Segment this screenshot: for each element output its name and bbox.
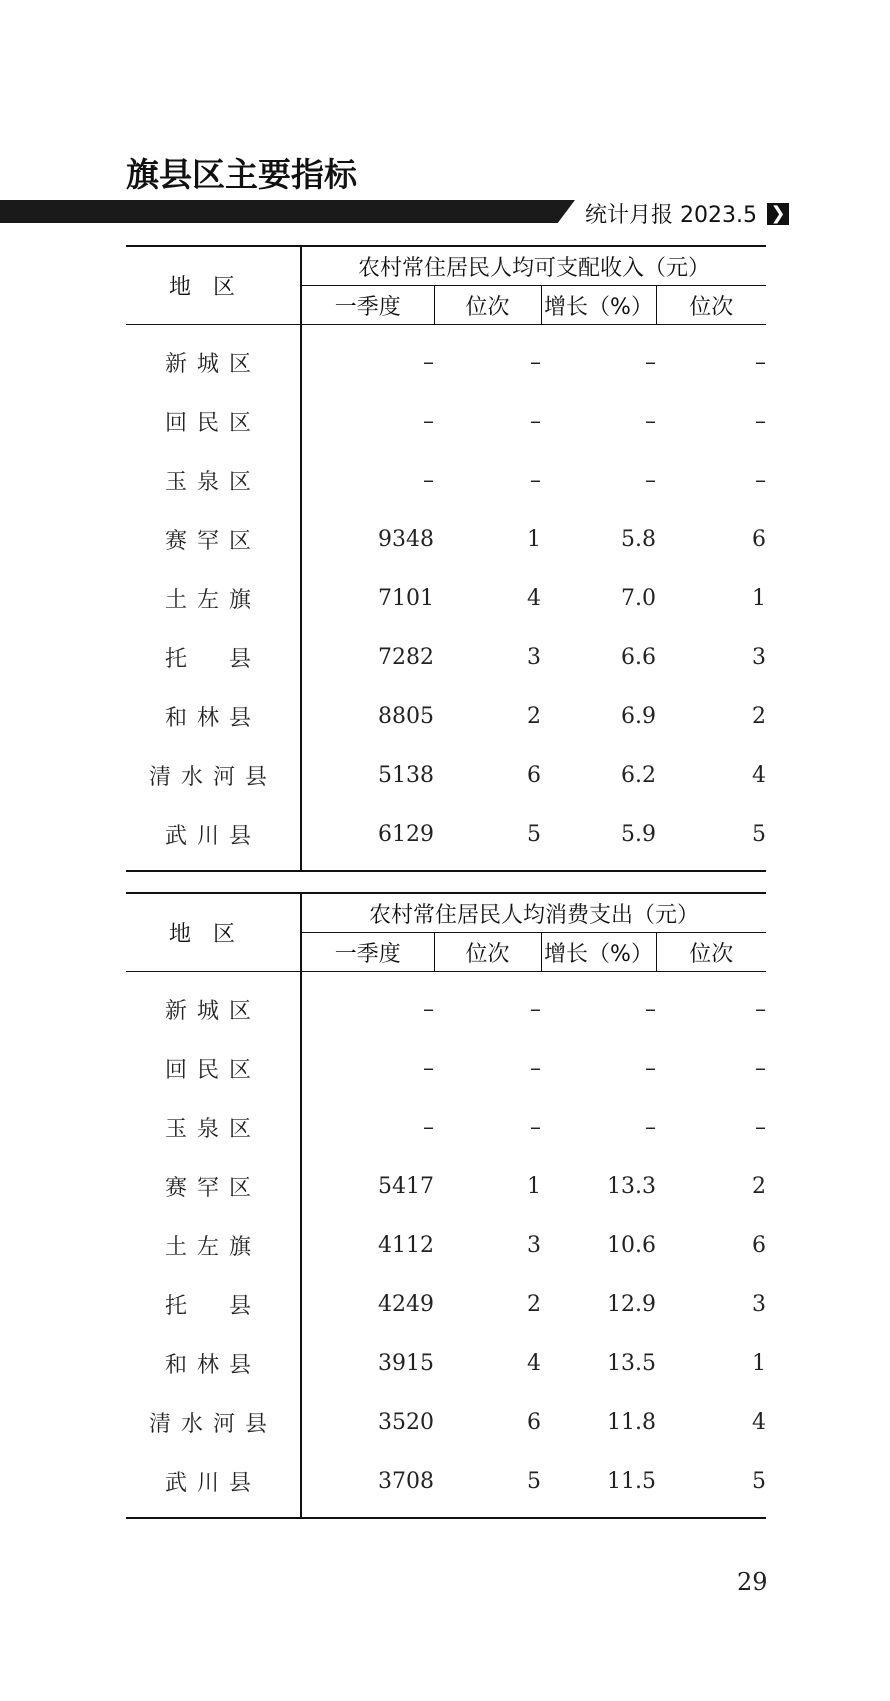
table-row bbox=[126, 805, 766, 871]
region-cell: 玉泉区 bbox=[126, 451, 301, 510]
rank2-cell: 1 bbox=[752, 1351, 767, 1376]
rank2-cell: 2 bbox=[752, 1174, 767, 1199]
rank-cell: 1 bbox=[527, 1174, 541, 1199]
q1-value-cell: 3708 bbox=[378, 1469, 434, 1494]
region-cell: 玉泉区 bbox=[126, 1098, 301, 1157]
growth-cell: 11.8 bbox=[607, 1410, 656, 1435]
rank-cell: – bbox=[530, 997, 541, 1022]
q1-value-cell: 3915 bbox=[378, 1351, 434, 1376]
income-group-title: 农村常住居民人均可支配收入（元） bbox=[301, 246, 766, 286]
rank2-cell: 4 bbox=[752, 763, 767, 788]
q1-value-cell: 6129 bbox=[378, 822, 434, 847]
q1-value-cell: 4112 bbox=[378, 1233, 434, 1258]
table-row bbox=[126, 1334, 766, 1393]
table-row bbox=[126, 628, 766, 687]
growth-cell: 6.6 bbox=[621, 645, 656, 670]
rank-cell: 2 bbox=[527, 1292, 541, 1317]
growth-cell: 5.9 bbox=[621, 822, 656, 847]
region-cell: 武川县 bbox=[126, 1452, 301, 1518]
col-rank2-header: 位次 bbox=[656, 286, 766, 325]
q1-value-cell: – bbox=[423, 1115, 434, 1140]
rank-cell: – bbox=[530, 468, 541, 493]
rank2-cell: 5 bbox=[752, 1469, 767, 1494]
q1-value-cell: – bbox=[423, 1056, 434, 1081]
rank-cell: 5 bbox=[527, 822, 541, 847]
rank-cell: 6 bbox=[527, 763, 541, 788]
table-row bbox=[126, 451, 766, 510]
rank2-cell: – bbox=[755, 1115, 767, 1140]
growth-cell: – bbox=[645, 409, 656, 434]
table-row bbox=[126, 1275, 766, 1334]
table-row bbox=[126, 746, 766, 805]
region-cell: 和林县 bbox=[126, 1334, 301, 1393]
col-q1-header: 一季度 bbox=[301, 933, 434, 972]
rank2-cell: 3 bbox=[752, 1292, 767, 1317]
region-cell: 清水河县 bbox=[126, 1393, 301, 1452]
table-row bbox=[126, 1452, 766, 1518]
growth-cell: 13.5 bbox=[607, 1351, 656, 1376]
region-cell: 新城区 bbox=[126, 972, 301, 1040]
expense-table bbox=[126, 892, 766, 1519]
rank2-cell: 2 bbox=[752, 704, 767, 729]
table-row bbox=[126, 687, 766, 746]
q1-value-cell: 7101 bbox=[378, 586, 434, 611]
rank2-cell: 5 bbox=[752, 822, 767, 847]
table-row bbox=[126, 569, 766, 628]
region-cell: 回民区 bbox=[126, 1039, 301, 1098]
rank-cell: 4 bbox=[527, 586, 541, 611]
table-row bbox=[126, 392, 766, 451]
region-header: 地区 bbox=[126, 246, 301, 325]
region-header: 地区 bbox=[126, 893, 301, 972]
region-cell: 回民区 bbox=[126, 392, 301, 451]
growth-cell: – bbox=[645, 997, 656, 1022]
growth-cell: 5.8 bbox=[621, 527, 656, 552]
rank2-cell: 3 bbox=[752, 645, 767, 670]
rank2-cell: – bbox=[755, 409, 767, 434]
rank2-cell: 6 bbox=[752, 1233, 767, 1258]
rank-cell: 1 bbox=[527, 527, 541, 552]
rank-cell: – bbox=[530, 350, 541, 375]
page-number: 29 bbox=[737, 1568, 768, 1596]
q1-value-cell: 5138 bbox=[378, 763, 434, 788]
chevron-right-icon: ❯ bbox=[767, 203, 789, 225]
growth-cell: 7.0 bbox=[621, 586, 656, 611]
table-row bbox=[126, 510, 766, 569]
q1-value-cell: 7282 bbox=[378, 645, 434, 670]
region-cell: 托 县 bbox=[126, 628, 301, 687]
table-row bbox=[126, 1157, 766, 1216]
rank-cell: 3 bbox=[527, 1233, 541, 1258]
region-cell: 托 县 bbox=[126, 1275, 301, 1334]
rank2-cell: – bbox=[755, 997, 767, 1022]
rank-cell: – bbox=[530, 409, 541, 434]
growth-cell: – bbox=[645, 1056, 656, 1081]
rank-cell: 3 bbox=[527, 645, 541, 670]
q1-value-cell: – bbox=[423, 409, 434, 434]
q1-value-cell: – bbox=[423, 997, 434, 1022]
growth-cell: – bbox=[645, 1115, 656, 1140]
growth-cell: 10.6 bbox=[607, 1233, 656, 1258]
growth-cell: 6.9 bbox=[621, 704, 656, 729]
rank-cell: 5 bbox=[527, 1469, 541, 1494]
publication-label: 统计月报 2023.5 bbox=[585, 203, 757, 228]
q1-value-cell: 3520 bbox=[378, 1410, 434, 1435]
region-cell: 和林县 bbox=[126, 687, 301, 746]
region-cell: 新城区 bbox=[126, 325, 301, 393]
income-table bbox=[126, 245, 766, 872]
table-row bbox=[126, 1098, 766, 1157]
growth-cell: 12.9 bbox=[607, 1292, 656, 1317]
rank2-cell: – bbox=[755, 350, 767, 375]
col-rank-header: 位次 bbox=[434, 286, 541, 325]
section-title: 旗县区主要指标 bbox=[126, 155, 357, 194]
growth-cell: 13.3 bbox=[607, 1174, 656, 1199]
region-cell: 赛罕区 bbox=[126, 1157, 301, 1216]
rank2-cell: – bbox=[755, 1056, 767, 1081]
growth-cell: 11.5 bbox=[607, 1469, 656, 1494]
region-cell: 土左旗 bbox=[126, 1216, 301, 1275]
col-rank-header: 位次 bbox=[434, 933, 541, 972]
col-rank2-header: 位次 bbox=[656, 933, 766, 972]
region-cell: 武川县 bbox=[126, 805, 301, 871]
q1-value-cell: 8805 bbox=[378, 704, 434, 729]
rank2-cell: 4 bbox=[752, 1410, 767, 1435]
q1-value-cell: 5417 bbox=[378, 1174, 434, 1199]
rank2-cell: 6 bbox=[752, 527, 767, 552]
region-cell: 土左旗 bbox=[126, 569, 301, 628]
rank-cell: – bbox=[530, 1115, 541, 1140]
q1-value-cell: 4249 bbox=[378, 1292, 434, 1317]
rank2-cell: 1 bbox=[752, 586, 767, 611]
table-row bbox=[126, 325, 766, 393]
growth-cell: – bbox=[645, 468, 656, 493]
rank-cell: 6 bbox=[527, 1410, 541, 1435]
rank-cell: 2 bbox=[527, 704, 541, 729]
table-row bbox=[126, 1216, 766, 1275]
table-row bbox=[126, 1039, 766, 1098]
rank2-cell: – bbox=[755, 468, 767, 493]
q1-value-cell: – bbox=[423, 350, 434, 375]
publication-header bbox=[585, 198, 789, 229]
region-cell: 赛罕区 bbox=[126, 510, 301, 569]
rank-cell: 4 bbox=[527, 1351, 541, 1376]
rank-cell: – bbox=[530, 1056, 541, 1081]
growth-cell: – bbox=[645, 350, 656, 375]
q1-value-cell: – bbox=[423, 468, 434, 493]
table-row bbox=[126, 972, 766, 1040]
col-q1-header: 一季度 bbox=[301, 286, 434, 325]
q1-value-cell: 9348 bbox=[378, 527, 434, 552]
header-bar bbox=[0, 200, 575, 223]
growth-cell: 6.2 bbox=[621, 763, 656, 788]
expense-group-title: 农村常住居民人均消费支出（元） bbox=[301, 893, 766, 933]
table-row bbox=[126, 1393, 766, 1452]
region-cell: 清水河县 bbox=[126, 746, 301, 805]
col-growth-header: 增长（%） bbox=[541, 286, 656, 325]
col-growth-header: 增长（%） bbox=[541, 933, 656, 972]
